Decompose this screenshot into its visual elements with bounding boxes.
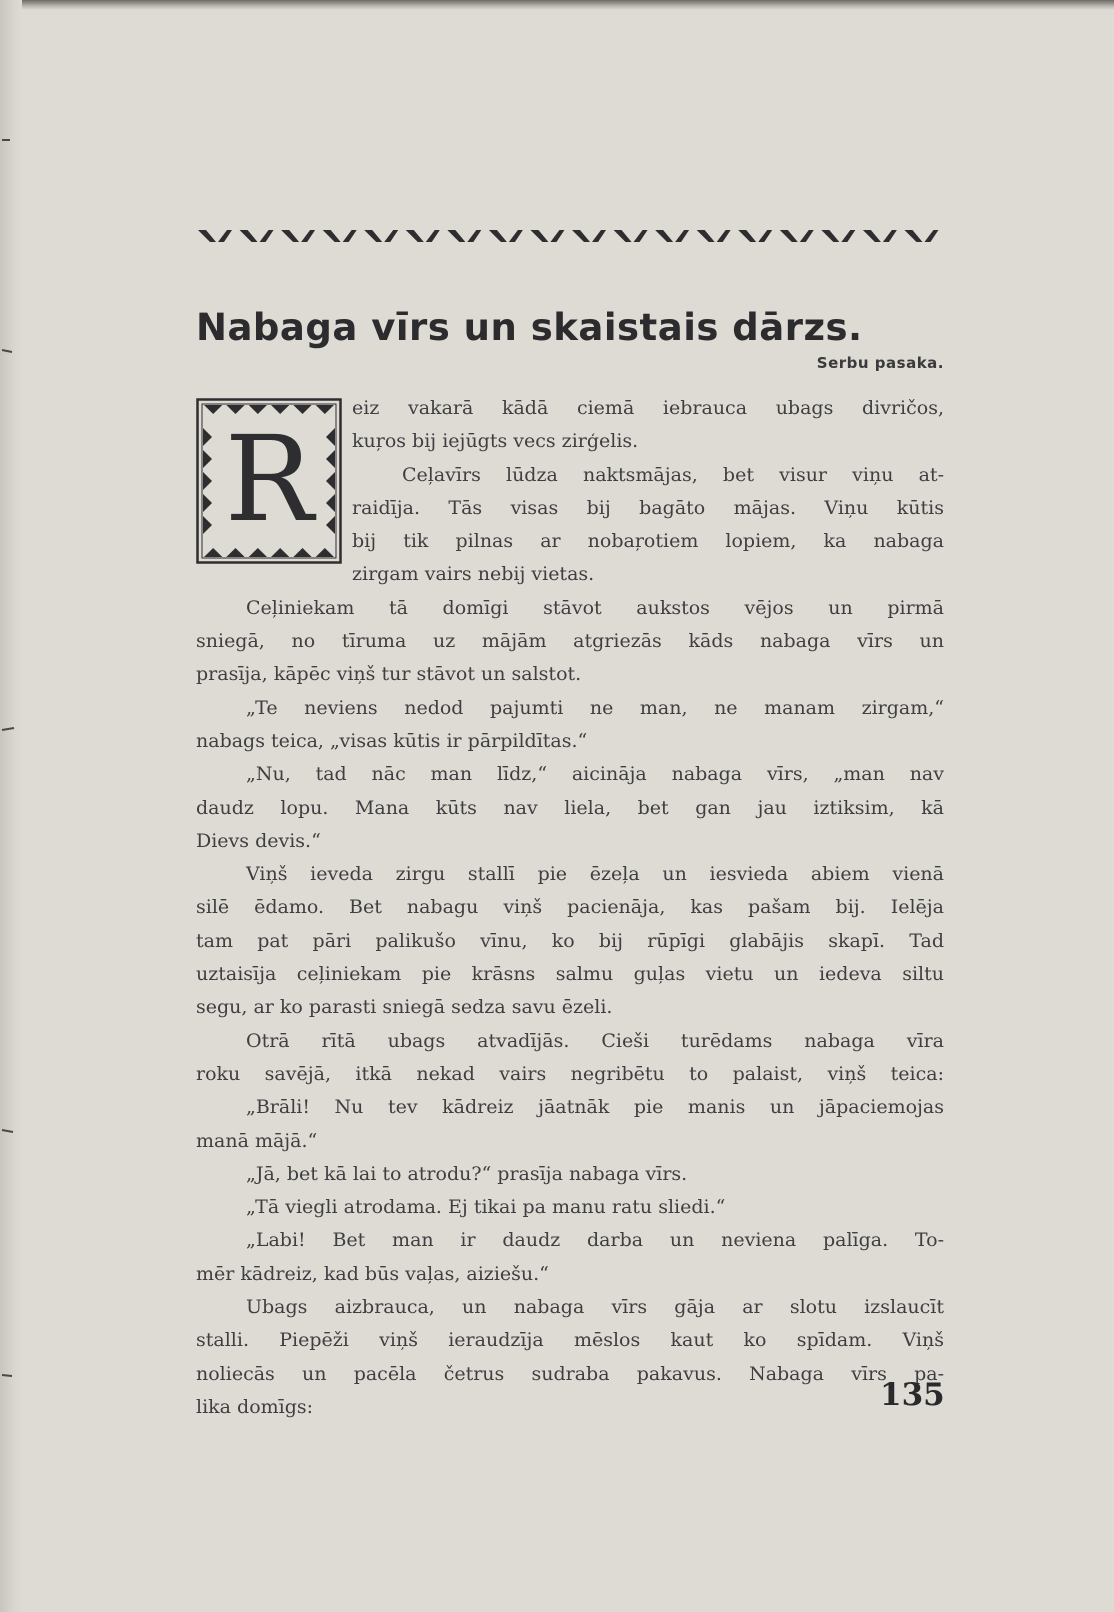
text-line: Dievs devis.“ bbox=[196, 829, 321, 852]
binding-marks-icon bbox=[0, 0, 22, 1612]
text-line: prasīja, kāpēc viņš tur stāvot un salstot. bbox=[196, 663, 582, 686]
dropcap-letter: R bbox=[224, 410, 314, 548]
story-body bbox=[196, 392, 944, 1424]
text-line: roku savējā, itkā nekad vairs negribētu to palaist, viņš teica: bbox=[196, 1062, 944, 1085]
story-subtitle: Serbu pasaka. bbox=[816, 354, 944, 372]
text-line: noliecās un pacēla četrus sudraba pakavus. Nabaga vīrs pa- bbox=[196, 1362, 944, 1385]
text-line: „Te neviens nedod pajumti ne man, ne manam zirgam,“ bbox=[246, 696, 944, 719]
text-line: „Nu, tad nāc man līdz,“ aicināja nabaga vīrs, „man nav bbox=[246, 763, 944, 786]
ornament-segment bbox=[406, 230, 440, 242]
story-title: Nabaga vīrs un skaistais dārzs. bbox=[196, 306, 863, 349]
text-line: Ubags aizbrauca, un nabaga vīrs gāja ar slotu izslaucīt bbox=[246, 1296, 944, 1319]
text-line: „Labi! Bet man ir daudz darba un neviena palīga. To- bbox=[246, 1229, 944, 1252]
text-line: nabags teica, „visas kūtis ir pārpildītas.“ bbox=[196, 729, 588, 752]
ornament-segment bbox=[240, 230, 274, 242]
text-line: Ceļavīrs lūdza naktsmājas, bet visur viņu at- bbox=[402, 463, 944, 486]
text-line: eiz vakarā kādā ciemā iebrauca ubags divričos, bbox=[352, 397, 944, 419]
text-line: zirgam vairs nebij vietas. bbox=[352, 563, 595, 586]
text-line: Otrā rītā ubags atvadījās. Cieši turēdams nabaga vīra bbox=[246, 1029, 944, 1052]
ornament-segment bbox=[655, 230, 689, 242]
ornament-segment bbox=[780, 230, 814, 242]
ornament-segment bbox=[697, 230, 731, 242]
text-line: „Jā, bet kā lai to atrodu?“ prasīja nabaga vīrs. bbox=[246, 1162, 688, 1185]
page-number: 135 bbox=[880, 1377, 945, 1413]
ornament-segment bbox=[614, 230, 648, 242]
ornament-segment bbox=[863, 230, 897, 242]
text-line: stalli. Piepēži viņš ieraudzīja mēslos kaut ko spīdam. Viņš bbox=[196, 1329, 944, 1352]
ornament-segment bbox=[198, 230, 232, 242]
text-line: mēr kādreiz, kad būs vaļas, aiziešu.“ bbox=[196, 1262, 549, 1285]
text-line: kuŗos bij iejūgts vecs zirģelis. bbox=[352, 430, 639, 453]
ornament-border-icon bbox=[196, 222, 944, 252]
ornament-segment bbox=[323, 230, 357, 242]
ornament-segment bbox=[904, 230, 938, 242]
ornament-segment bbox=[364, 230, 398, 242]
text-line: „Brāli! Nu tev kādreiz jāatnāk pie manis un jāpaciemojas bbox=[246, 1096, 944, 1119]
ornament-segment bbox=[572, 230, 606, 242]
ornament-segment bbox=[447, 230, 481, 242]
text-line: uztaisīja ceļiniekam pie krāsns salmu guļas vietu un iedeva siltu bbox=[196, 963, 944, 986]
text-line: tam pat pāri palikušo vīnu, ko bij rūpīgi glabājis skapī. Tad bbox=[196, 929, 944, 952]
ornament-segment bbox=[281, 230, 315, 242]
text-line: lika domīgs: bbox=[196, 1395, 314, 1418]
text-line: bij tik pilnas ar nobaŗotiem lopiem, ka nabaga bbox=[352, 530, 944, 553]
text-line: daudz lopu. Mana kūts nav liela, bet gan jau iztiksim, kā bbox=[196, 796, 944, 819]
text-line: Ceļiniekam tā domīgi stāvot aukstos vējos un pirmā bbox=[246, 596, 944, 619]
ornament-segment bbox=[530, 230, 564, 242]
text-line: silē ēdamo. Bet nabagu viņš pacienāja, kas pašam bij. Ielēja bbox=[196, 896, 944, 919]
text-line: raidīja. Tās visas bij bagāto mājas. Viņu kūtis bbox=[352, 496, 944, 519]
text-line: „Tā viegli atrodama. Ej tikai pa manu ratu sliedi.“ bbox=[246, 1196, 726, 1219]
page-top-shadow bbox=[0, 0, 1114, 10]
ornament-segment bbox=[489, 230, 523, 242]
text-line: manā mājā.“ bbox=[196, 1129, 318, 1152]
text-line: sniegā, no tīruma uz mājām atgriezās kāds nabaga vīrs un bbox=[196, 630, 944, 653]
ornament-segment bbox=[821, 230, 855, 242]
text-line: Viņš ieveda zirgu stallī pie ēzeļa un iesvieda abiem vienā bbox=[246, 863, 944, 886]
ornament-segment bbox=[738, 230, 772, 242]
text-line: segu, ar ko parasti sniegā sedza savu ēzeli. bbox=[196, 996, 613, 1019]
